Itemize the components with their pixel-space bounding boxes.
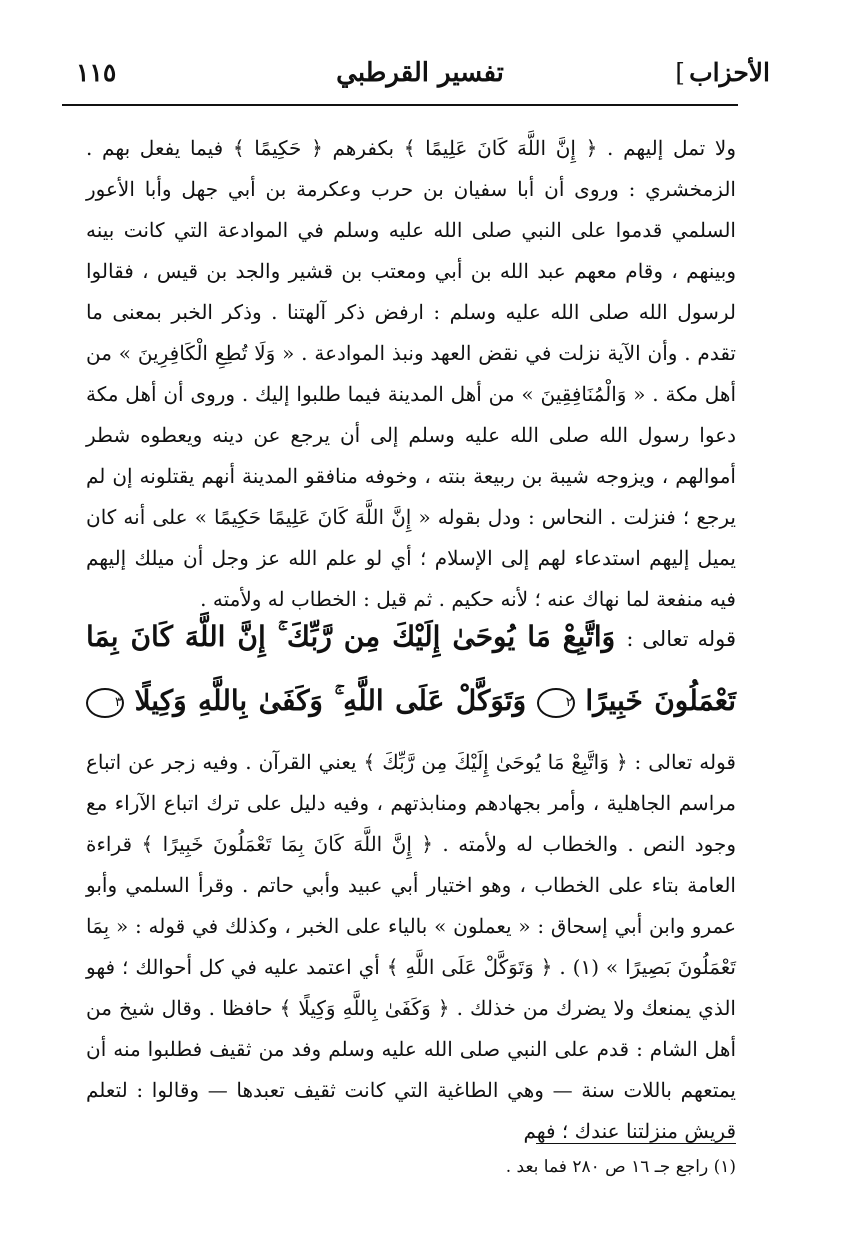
footnote-rule <box>536 1143 736 1144</box>
page-header <box>62 44 778 106</box>
header-rule <box>62 104 738 106</box>
verse-text-2: وَتَوَكَّلْ عَلَى اللَّهِ ۚ وَكَفَىٰ بِاللَّهِ وَكِيلًا <box>134 684 527 717</box>
quran-verse-block <box>86 606 736 732</box>
verse-text: وَاتَّبِعْ مَا يُوحَىٰ إِلَيْكَ مِن رَّبِّكَ ۚ إِنَّ اللَّهَ كَانَ بِمَا تَعْمَلُونَ خَبِيرًا <box>86 620 737 717</box>
section-bracket: ] <box>675 58 686 87</box>
footnote: (١) راجع جـ ١٦ ص ٢٨٠ فما بعد . <box>505 1157 736 1177</box>
verse-number-marker: ٢ <box>537 688 575 718</box>
body-paragraph: ولا تمل إليهم . ﴿ إِنَّ اللَّهَ كَانَ عَلِيمًا ﴾ بكفرهم ﴿ حَكِيمًا ﴾ فيما يفعل بهم . الزمخشري : وروى أن أبا سفيان بن حرب وعكرمة بن أبي جهل وأبا الأعور السلمي قدموا على النبي صلى الله عليه وسلم في الموادعة التي كانت بينه وبينهم ، وقام معهم عبد الله بن أبي ومعتب بن قشير والجد بن قيس ، فقالوا لرسول الله صلى الله عليه وسلم : ارفض ذكر آلهتنا . وذكر الخبر بمعنى ما تقدم . وأن الآية نزلت في نقض العهد ونبذ الموادعة . « وَلَا تُطِعِ الْكَافِرِينَ » من أهل مكة . « وَالْمُنَافِقِينَ » من أهل المدينة فيما طلبوا إليك . وروى أن أهل مكة دعوا رسول الله صلى الله عليه وسلم إلى أن يرجع عن دينه ويعطوه شطر أموالهم ، ويزوجه شيبة بن ربيعة بنته ، وخوفه منافقو المدينة أنهم يقتلونه إن لم يرجع ؛ فنزلت . النحاس : ودل بقوله « إِنَّ اللَّهَ كَانَ عَلِيمًا حَكِيمًا » على أنه كان يميل إليهم استدعاء لهم إلى الإسلام ؛ أي لو علم الله عز وجل أن ميلك إليهم فيه منفعة لما نهاك عنه ؛ لأنه حكيم . ثم قيل : الخطاب له ولأمته . <box>86 136 737 611</box>
section-title: الأحزاب <box>689 58 770 87</box>
commentary-text <box>86 742 736 1152</box>
body-text <box>86 128 736 620</box>
book-title: تفسير القرطبي <box>336 58 504 88</box>
verse-number-marker-2: ٣ <box>86 688 124 718</box>
page-number: ١١٥ <box>76 58 117 87</box>
verse-lead: قوله تعالى : <box>626 627 736 651</box>
commentary-paragraph: قوله تعالى : ﴿ وَاتَّبِعْ مَا يُوحَىٰ إِلَيْكَ مِن رَّبِّكَ ﴾ يعني القرآن . وفيه زجر عن اتباع مراسم الجاهلية ، وأمر بجهادهم ومنابذتهم ، وفيه دليل على ترك اتباع الآراء مع وجود النص . والخطاب له ولأمته . ﴿ إِنَّ اللَّهَ كَانَ بِمَا تَعْمَلُونَ خَبِيرًا ﴾ قراءة العامة بتاء على الخطاب ، وهو اختيار أبي عبيد وأبي حاتم . وقرأ السلمي وأبو عمرو وابن أبي إسحاق : « يعملون » بالياء على الخبر ، وكذلك في قوله : « بِمَا تَعْمَلُونَ بَصِيرًا » (١) . ﴿ وَتَوَكَّلْ عَلَى اللَّهِ ﴾ أي اعتمد عليه في كل أحوالك ؛ فهو الذي يمنعك ولا يضرك من خذلك . ﴿ وَكَفَىٰ بِاللَّهِ وَكِيلًا ﴾ حافظا . وقال شيخ من أهل الشام : قدم على النبي صلى الله عليه وسلم وفد من ثقيف فطلبوا منه أن يمتعهم باللات سنة — وهي الطاغية التي كانت ثقيف تعبدها — وقالوا : لتعلم قريش منزلتنا عندك ؛ فهم <box>86 750 737 1143</box>
